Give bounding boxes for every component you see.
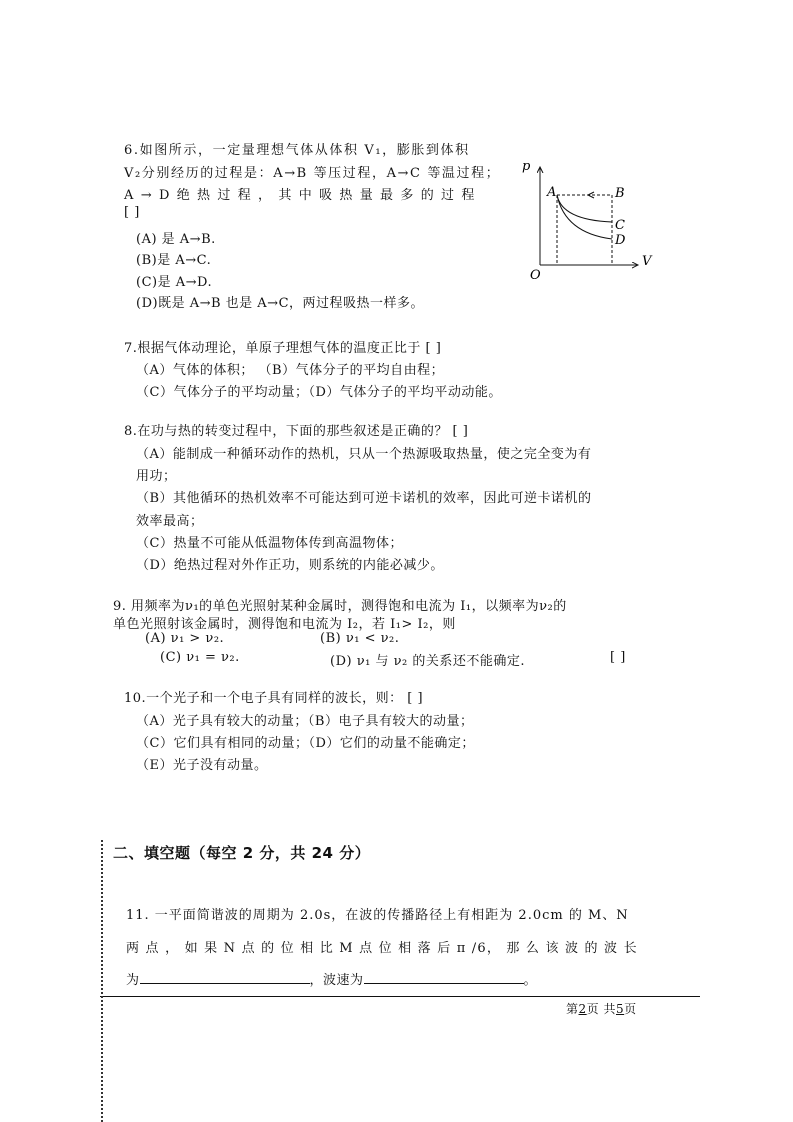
q6-option: (C)是 A→D. (136, 275, 213, 290)
q11-line: 两 点 ， 如 果 N 点 的 位 相 比 M 点 位 相 落 后 π /6， 那 么 该 波 的 波 长 (126, 941, 638, 956)
q6-option: (A) 是 A→B. (136, 232, 216, 247)
q10-stem: 10.一个光子和一个电子具有同样的波长，则： [ ] (124, 691, 424, 706)
q9-line: 9. 用频率为ν₁的单色光照射某种金属时，测得饱和电流为 I₁，以频率为ν₂的 (113, 599, 567, 614)
footer-text: 页 (624, 1002, 637, 1016)
v-label: V (642, 254, 652, 269)
q9-option-c: (C) ν₁ = ν₂. (160, 650, 240, 665)
page-number (566, 1000, 637, 1017)
q9-option-d: (D) ν₁ 与 ν₂ 的关系还不能确定. (330, 654, 525, 669)
q6-line: A → D 绝 热 过 程 ， 其 中 吸 热 量 最 多 的 过 程 (124, 188, 476, 203)
q7-option: （A）气体的体积； （B）气体分子的平均自由程； (136, 363, 445, 378)
section-heading: 二、填空题（每空 2 分，共 24 分） (113, 844, 371, 862)
q6-bracket: [ ] (124, 205, 140, 220)
q11-text: ，波速为 (309, 973, 364, 988)
a-to-c-curve (557, 195, 612, 222)
footer-text: 第 (566, 1002, 579, 1016)
q10-option: （C）它们具有相同的动量；（D）它们的动量不能确定； (136, 736, 475, 751)
q8-option: 用功； (136, 469, 177, 484)
q9-option-a: (A) ν₁ > ν₂. (145, 631, 225, 646)
c-label: C (615, 218, 625, 233)
q8-option: （D）绝热过程对外作正功，则系统的内能必减少。 (136, 558, 444, 573)
q7-stem: 7.根据气体动理论，单原子理想气体的温度正比于 [ ] (124, 341, 442, 356)
q9-line: 单色光照射该金属时，测得饱和电流为 I₂，若 I₁> I₂，则 (113, 617, 456, 632)
footer-text: 页 共 (586, 1002, 616, 1016)
q10-option: （A）光子具有较大的动量；（B）电子具有较大的动量； (136, 714, 474, 729)
q11-text: 。 (523, 973, 538, 988)
q11-text: 为 (126, 973, 140, 988)
binding-dotted-line (101, 840, 103, 1122)
pv-diagram (520, 155, 660, 280)
a-to-d-curve (557, 195, 612, 239)
d-label: D (615, 233, 626, 248)
q8-option: （B）其他循环的热机效率不可能达到可逆卡诺机的效率，因此可逆卡诺机的 (136, 491, 592, 506)
p-label: p (522, 159, 531, 174)
q6-option: (D)既是 A→B 也是 A→C，两过程吸热一样多。 (136, 296, 425, 311)
wave-speed-blank[interactable] (364, 971, 524, 984)
q8-stem: 8.在功与热的转变过程中，下面的那些叙述是正确的？ [ ] (124, 424, 469, 439)
b-label: B (615, 186, 625, 201)
q9-bracket: [ ] (610, 650, 626, 665)
q9-option-b: (B) ν₁ < ν₂. (320, 631, 400, 646)
q6-option: (B)是 A→C. (136, 253, 212, 268)
q7-option: （C）气体分子的平均动量；（D）气体分子的平均平动动能。 (136, 385, 502, 400)
footer-divider (100, 996, 700, 997)
q6-line: 6.如图所示，一定量理想气体从体积 V₁，膨胀到体积 (124, 143, 470, 158)
total-pages: 5 (615, 1002, 625, 1016)
q8-option: （C）热量不可能从低温物体传到高温物体； (136, 536, 403, 551)
q8-option: 效率最高； (136, 514, 204, 529)
o-label: O (530, 268, 541, 280)
current-page: 2 (578, 1002, 587, 1016)
q8-option: （A）能制成一种循环动作的热机，只从一个热源吸取热量，使之完全变为有 (136, 447, 592, 462)
a-label: A (547, 185, 557, 200)
q10-option: （E）光子没有动量。 (136, 758, 268, 773)
wavelength-blank[interactable] (140, 971, 310, 984)
q6-line: V₂分别经历的过程是：A→B 等压过程，A→C 等温过程； (124, 166, 501, 181)
q11-line: 11. 一平面简谐波的周期为 2.0s，在波的传播路径上有相距为 2.0cm 的 M、N (126, 908, 629, 923)
